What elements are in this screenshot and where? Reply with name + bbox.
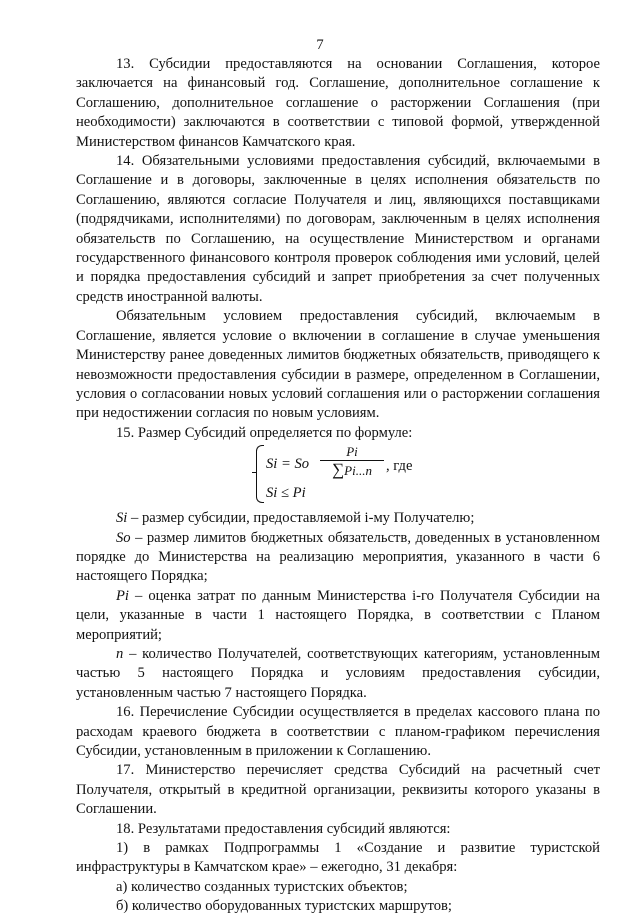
- fraction-bar: [320, 460, 384, 461]
- formula-suffix: , где: [386, 458, 413, 475]
- paragraph-18-item-b: б) количество оборудованных туристских маршрутов;: [116, 898, 452, 915]
- formula-fraction: [320, 445, 384, 479]
- paragraph-15: 15. Размер Субсидий определяется по формуле:: [116, 424, 413, 441]
- formula-brace: [256, 445, 264, 503]
- formula-lhs: Si = So: [266, 456, 310, 473]
- subsidy-formula: [76, 445, 600, 503]
- sigma-symbol: ∑: [332, 460, 345, 480]
- formula-numerator: Pi: [346, 444, 358, 460]
- definition-text: – размер лимитов бюджетных обязательств, доведенных в установленном порядке до Министерства на реализацию мероприятия, указанного в части 6 настоящего Порядка;: [76, 529, 600, 585]
- paragraph-16: 16. Перечисление Субсидии осуществляется в пределах кассового плана по расходам краевого бюджета в соответствии с планом-графиком перечисления Субсидии, установленным в приложении к Соглашению.: [76, 704, 600, 759]
- page-number: 7: [316, 37, 324, 53]
- paragraph-18-item-a: а) количество созданных туристских объектов;: [116, 878, 408, 895]
- formula-constraint: Si ≤ Pi: [266, 485, 306, 502]
- definition-symbol: So: [116, 529, 131, 546]
- definition-si: [76, 509, 600, 528]
- paragraph-18: 18. Результатами предоставления субсидий являются:: [116, 820, 451, 837]
- paragraph-14: 14. Обязательными условиями предоставления субсидий, включаемыми в Соглашение и в договоры, заключенные в целях исполнения обязательств по Соглашению, являются согласие Получателя и лиц, являющихся поставщиками (подрядчиками, исполнителями) по договорам, заключенным в целях исполнения обязательств по Соглашению, на осуществление Министерством и органами государственного финансового контроля проверок соблюдения ими условий, целей и порядка предоставления субсидий и запрет приобретения за счет полученных средств иностранной валюты.: [76, 153, 600, 305]
- definition-n: [76, 645, 600, 703]
- document-body: [76, 55, 600, 917]
- paragraph-14-condition: Обязательным условием предоставления субсидий, включаемым в Соглашение, является условие о включении в соглашение в случае уменьшения Министерству ранее доведенных лимитов бюджетных обязательств, приводящего к невозможности предоставления субсидии в размере, определенном в Соглашении, условия о согласовании новых условий соглашения или о расторжении соглашения при недостижении согласия по новым условиям.: [76, 308, 600, 422]
- formula-denominator: [320, 462, 384, 479]
- formula-denominator-text: Pi...n: [344, 463, 372, 479]
- paragraph-13: 13. Субсидии предоставляются на основании Соглашения, которое заключается на финансовый год. Соглашение, дополнительное соглашение к Соглашению, дополнительное соглашение о расторжении Соглашения (при необходимости) заключаются в соответствии с типовой формой, утвержденной Министерством финансов Камчатского края.: [76, 56, 600, 150]
- definition-symbol: Si: [116, 510, 128, 527]
- definition-text: – размер субсидии, предоставляемой i-му Получателю;: [127, 510, 475, 527]
- definition-symbol: n: [116, 645, 124, 662]
- definition-text: – оценка затрат по данным Министерства i-го Получателя Субсидии на цели, указанные в части 1 настоящего Порядка, в соответствии с Планом мероприятий;: [76, 587, 600, 643]
- definition-symbol: Pi: [116, 587, 129, 604]
- paragraph-18-item-1: 1) в рамках Подпрограммы 1 «Создание и развитие туристской инфраструктуры в Камчатском крае» – ежегодно, 31 декабря:: [76, 840, 600, 876]
- paragraph-17: 17. Министерство перечисляет средства Субсидий на расчетный счет Получателя, открытый в кредитной организации, реквизиты которого указаны в Соглашении.: [76, 762, 600, 818]
- definition-so: [76, 529, 600, 587]
- definition-text: – количество Получателей, соответствующих категориям, установленным частью 5 настоящего Порядка и условиям предоставления субсидии, установленным частью 7 настоящего Порядка.: [76, 645, 600, 701]
- definition-pi: [76, 587, 600, 645]
